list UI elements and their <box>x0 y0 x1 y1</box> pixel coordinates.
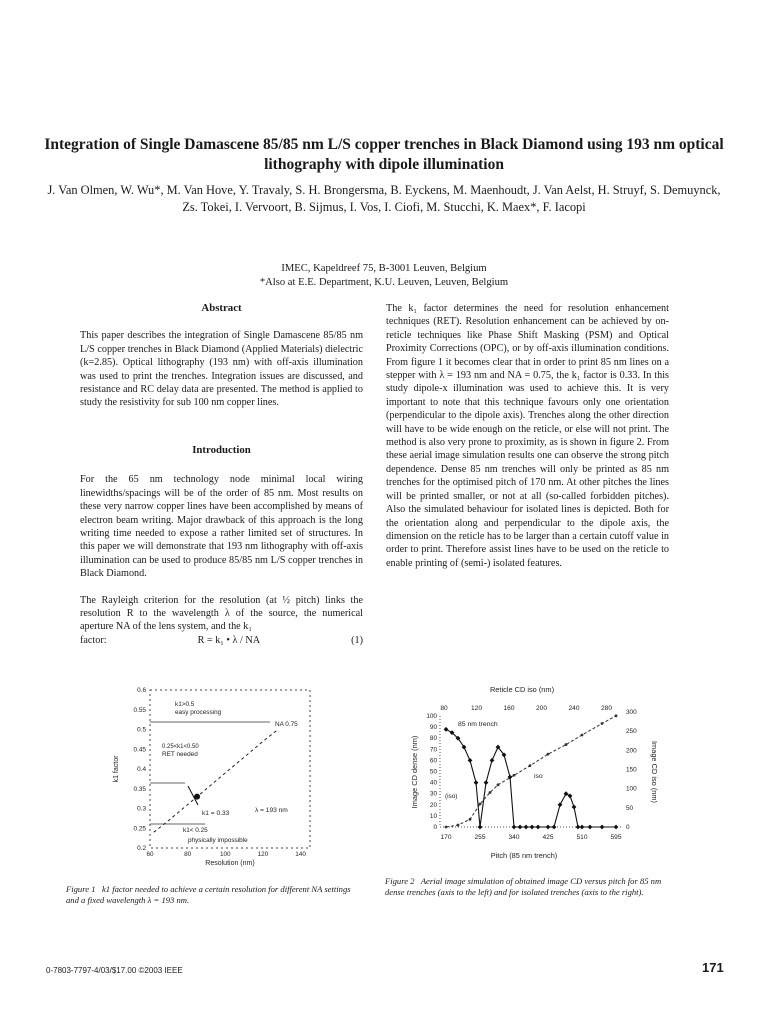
dense-data-point <box>536 825 541 830</box>
dense-data-point <box>558 802 563 807</box>
figure-2-top-axis-label: Reticle CD iso (nm) <box>489 685 555 694</box>
figure-2-y-tick-label: 30 <box>429 790 437 798</box>
figure-2-y-tick-label: 70 <box>429 746 437 754</box>
figure-2-x-tick-label: 595 <box>610 834 622 841</box>
iso-data-point <box>513 774 516 777</box>
figure-1-y-tick-label: 0.55 <box>133 706 146 714</box>
figure-2-y2-axis-label: Image CD iso (nm) <box>650 740 659 804</box>
iso-series-line <box>446 716 616 827</box>
k1-ret-label: 0.25<k1<0.50 <box>162 744 199 750</box>
abstract-section <box>80 302 363 410</box>
figure-2-y-tick-label: 20 <box>429 801 437 809</box>
easy-processing-label: easy processing <box>175 709 222 716</box>
iso-data-point <box>469 818 472 821</box>
figure-1-x-tick-label: 120 <box>257 851 269 858</box>
figure-2-top-tick-label: 80 <box>440 705 448 712</box>
iso-data-point <box>529 764 532 767</box>
equation-1 <box>80 634 363 647</box>
figure-1-caption-text: k1 factor needed to achieve a certain resolution for different NA settings and a fixed wavelength λ = 193 nm. <box>66 884 351 905</box>
figure-2-x-tick-label: 255 <box>474 834 486 841</box>
dense-data-point <box>600 825 605 830</box>
iso-data-point <box>547 753 550 756</box>
figure-2-caption-text: Aerial image simulation of obtained image CD versus pitch for 85 nm dense trenches (axis to the left) and for isolated trenches (axis to the right). <box>385 876 662 897</box>
affiliation-imec: IMEC, Kapeldreef 75, B-3001 Leuven, Belgium <box>281 263 487 274</box>
iso-data-point <box>615 714 618 717</box>
figure-2-top-tick-label: 200 <box>535 705 548 712</box>
page-number: 171 <box>702 960 724 975</box>
figure-2-y-tick-label: 60 <box>429 757 437 765</box>
iso-data-point <box>581 734 584 737</box>
figure-2-y2-tick-label: 300 <box>626 709 637 716</box>
figure-1-x-axis-label: Resolution (nm) <box>205 860 255 867</box>
iso-data-point <box>565 743 568 746</box>
figure-2-caption-number: Figure 2 <box>385 876 415 886</box>
figure-2-top-tick-label: 240 <box>568 705 580 712</box>
figure-2-y-tick-label: 80 <box>429 735 437 743</box>
equation-number: (1) <box>351 634 363 646</box>
iso-series-label: iso <box>534 773 543 780</box>
figure-1-y-tick-label: 0.2 <box>137 845 146 852</box>
figure-1-x-tick-label: 60 <box>146 851 154 858</box>
figure-1-y-axis-label: k1 factor <box>113 755 120 783</box>
figure-2-x-tick-label: 340 <box>508 834 520 841</box>
figure-2-y2-tick-label: 250 <box>626 728 637 736</box>
figure-1-y-tick-label: 0.35 <box>133 785 146 793</box>
iso-data-point <box>457 824 460 827</box>
figure-2-x-tick-label: 510 <box>576 834 588 841</box>
figure-1-y-tick-label: 0.3 <box>137 805 146 813</box>
dense-data-point <box>518 825 523 830</box>
affiliations <box>40 262 728 289</box>
k1-impossible-label: k1< 0.25 <box>183 827 208 834</box>
figure-2-y-tick-label: 40 <box>429 779 437 787</box>
dense-data-point <box>474 780 479 785</box>
iso-data-point <box>445 826 448 829</box>
k1-point-label: k1 = 0.33 <box>202 810 230 817</box>
introduction-heading: Introduction <box>192 444 251 456</box>
right-column-text: The k₁ factor determines the need for resolution enhancement techniques (RET). Resolution enhancement can be achieved by on-reticle techniques like Phase Shift Masking (PSM) and Optical Proximity Corrections (OPC), or by off-axis illumination conditions. From figure 1 it becomes clear that in order to print 85 nm lines on a stepper with λ = 193 nm and NA = 0.75, the k₁ factor is 0.33. In this study dipole-x illumination was used to achieve this. It is very important to note that this technique favours only one orientation (perpendicular to the dipole axis). Trenches along the other direction will have to be wide enough on the reticle, or else will not print. The method is also very prone to proximity, as is shown in figure 2. From these aerial image simulation results one can observe the strong pitch dependence. Dense 85 nm trenches will only be printed as 85 nm trenches for the optimised pitch of 170 nm. At other pitches the lines will be printed smaller, or not at all (so-called forbidden pitches). Also the simulated behaviour for isolated lines is depicted. Both for the orientation along and perpendicular to the dipole axis, the dimension on the reticle has to be larger than a certain cutoff value in order to print. Therefore assist lines have to be used on the reticle to enable printing of (semi-) isolated features. <box>386 303 669 569</box>
figure-1-y-tick-label: 0.5 <box>137 726 146 734</box>
abstract-text: This paper describes the integration of Single Damascene 85/85 nm L/S copper trenches in Black Diamond (Applied Materials) dielectric (k=2.85). Optical lithography (193 nm) with off-axis illumination was used to print the trenches. Integration issues are discussed, and resistance and RC delay data are presented. The method is applied to study the resistivity for sub 100 nm copper lines. <box>80 330 363 409</box>
ret-needed-label: RET needed <box>162 751 198 758</box>
dense-data-point <box>588 825 593 830</box>
dense-data-point <box>490 758 495 763</box>
dense-data-point <box>484 780 489 785</box>
intro-paragraph-2: The Rayleigh criterion for the resolution (at ½ pitch) links the resolution R to the wavelength λ of the source, the numerical aperture NA of the lens system, and the k₁ <box>80 594 363 633</box>
intro-paragraph-1: For the 65 nm technology node minimal local wiring linewidths/spacings will be of the order of 85 nm. Most results on these very narrow copper lines have been accomplished by means of electron beam writing. Major drawback of this approach is the long writing time needed to expose a rather limited set of structures. In this paper we will demonstrate that 193 nm lithography with off-axis illumination can be used to produce 85/85 nm L/S copper trenches in Black Diamond. <box>80 474 363 580</box>
k1-easy-label: k1>0.5 <box>175 701 195 708</box>
dense-data-point <box>478 825 483 830</box>
dense-series-line <box>446 729 616 827</box>
dense-data-point <box>568 794 573 799</box>
dense-data-point <box>444 727 449 732</box>
dense-data-point <box>572 805 577 810</box>
figure-2-top-tick-label: 280 <box>600 705 613 712</box>
abstract-heading: Abstract <box>201 302 242 314</box>
figure-1-y-tick-label: 0.4 <box>137 766 146 773</box>
figure-1-caption <box>66 884 356 906</box>
dense-data-point <box>546 825 551 830</box>
figure-2-y-tick-label: 10 <box>429 812 437 820</box>
figure-2-y-tick-label: 0 <box>433 824 437 831</box>
figure-1-caption-number: Figure 1 <box>66 884 96 894</box>
iso-data-point <box>497 783 500 786</box>
figure-1-y-tick-label: 0.6 <box>137 687 146 694</box>
figure-1-y-tick-label: 0.45 <box>133 746 146 754</box>
figure-2-x-axis-label: Pitch (85 nm trench) <box>490 851 558 860</box>
figure-2-y2-tick-label: 150 <box>626 766 637 774</box>
iso-data-point <box>601 722 604 725</box>
figure-2-x-tick-label: 425 <box>542 834 554 841</box>
figure-2-y-axis-label: Image CD dense (nm) <box>410 735 419 809</box>
dense-data-point <box>530 825 535 830</box>
equation-label: factor: <box>80 634 107 646</box>
figure-2-top-tick-label: 120 <box>470 705 483 712</box>
figure-2-chart <box>400 682 660 867</box>
figure-2-y-tick-label: 100 <box>426 713 437 720</box>
figure-2-caption <box>385 876 675 898</box>
physically-impossible-label: physically impossible <box>188 837 248 844</box>
figure-2-top-tick-label: 160 <box>503 705 515 712</box>
figure-2-y2-tick-label: 200 <box>626 747 637 755</box>
series-label-na075: NA 0.75 <box>275 721 298 728</box>
lambda-label: λ = 193 nm <box>255 807 288 814</box>
paper-title: Integration of Single Damascene 85/85 nm L/S copper trenches in Black Diamond using 193 nm optical lithography with dipole illumination <box>44 136 724 173</box>
introduction-section <box>80 444 363 647</box>
affiliation-kul: *Also at E.E. Department, K.U. Leuven, Leuven, Belgium <box>259 276 509 288</box>
dense-data-point <box>552 825 557 830</box>
dense-data-point <box>564 791 569 796</box>
iso-data-point <box>479 803 482 806</box>
equation-formula: R = k₁ • λ / NA <box>197 634 261 646</box>
copyright-footer: 0-7803-7797-4/03/$17.00 ©2003 IEEE <box>46 966 183 975</box>
figure-2-y-tick-label: 50 <box>429 768 437 776</box>
figure-1-x-tick-label: 80 <box>184 851 192 858</box>
dense-data-point <box>580 825 585 830</box>
dense-data-point <box>512 825 517 830</box>
dense-data-point <box>614 825 619 830</box>
trench-series-label: 85 nm trench <box>458 721 498 728</box>
dense-data-point <box>468 758 473 763</box>
iso-marker-label: (iso) <box>445 793 458 800</box>
figure-1-y-tick-label: 0.25 <box>133 825 146 833</box>
figure-2-y2-tick-label: 100 <box>626 785 637 793</box>
author-list: J. Van Olmen, W. Wu*, M. Van Hove, Y. Travaly, S. H. Brongersma, B. Eyckens, M. Maenhoudt, J. Van Aelst, H. Struyf, S. Demuynck, Zs. Tokei, I. Vervoort, B. Sijmus, I. Vos, I. Ciofi, M. Stucchi, K. Maex*, F. Iacopi <box>47 183 721 214</box>
figure-2-y2-tick-label: 50 <box>626 804 634 812</box>
figure-1-x-tick-label: 140 <box>295 851 306 858</box>
dense-data-point <box>524 825 529 830</box>
figure-1-x-tick-label: 100 <box>219 851 231 858</box>
figure-2-y2-tick-label: 0 <box>626 824 630 831</box>
figure-2-y-tick-label: 90 <box>429 724 437 732</box>
iso-data-point <box>489 791 492 794</box>
figure-2-x-tick-label: 170 <box>440 834 452 841</box>
figure-1-chart <box>80 682 320 872</box>
